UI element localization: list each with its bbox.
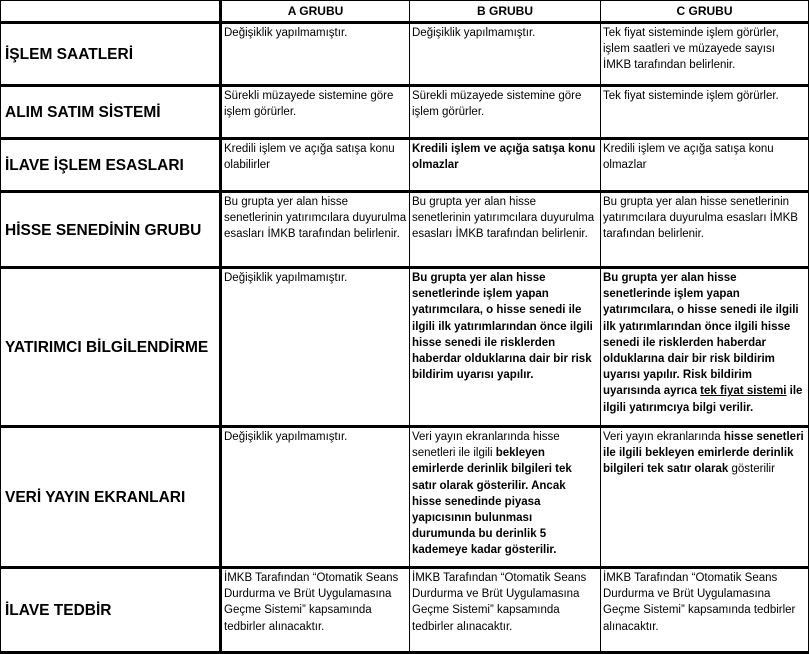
row-label: ALIM SATIM SİSTEMİ: [1, 86, 221, 139]
cell-c: [601, 268, 809, 427]
row-label: VERİ YAYIN EKRANLARI: [1, 427, 221, 568]
table-row-alim-satim-sistemi: [1, 86, 809, 139]
cell-a: Değişiklik yapılmamıştır.: [221, 23, 410, 86]
header-c-grubu: C GRUBU: [601, 1, 809, 23]
cell-c-text-2: gösterilir: [728, 463, 775, 476]
row-label: HİSSE SENEDİNİN GRUBU: [1, 192, 221, 268]
cell-a: İMKB Tarafından “Otomatik Seans Durdurma ve Brüt Uygulamasına Geçme Sistemi” kapsamında tedbirler alınacaktır.: [221, 568, 410, 653]
cell-c: İMKB Tarafından “Otomatik Seans Durdurma ve Brüt Uygulamasına Geçme Sistemi” kapsamında tedbirler alınacaktır.: [601, 568, 809, 653]
cell-c-text-2: ile ilgili yatırımcıya bilgi verilir.: [603, 385, 803, 414]
table-row-ilave-tedbir: [1, 568, 809, 653]
cell-b-bold-text: bekleyen emirlerde derinlik bilgileri tek satır olarak gösterilir. Ancak hisse senedinde piyasa yapıcısının bulunması durumunda bu derinlik 5 kademeye kadar gösterilir.: [412, 447, 572, 557]
row-label: YATIRIMCI BİLGİLENDİRME: [1, 268, 221, 427]
cell-a: Değişiklik yapılmamıştır.: [221, 427, 410, 568]
cell-c: [601, 427, 809, 568]
cell-c: Kredili işlem ve açığa satışa konu olmazlar: [601, 139, 809, 192]
cell-a: Sürekli müzayede sistemine göre işlem görürler.: [221, 86, 410, 139]
table-row-ilave-islem-esaslari: [1, 139, 809, 192]
table-row-hisse-senedinin-grubu: [1, 192, 809, 268]
header-corner: [1, 1, 221, 23]
cell-b-text-1: Veri yayın ekranlarında hisse senetleri ile ilgili: [412, 431, 560, 460]
cell-c-underlined-text: tek fiyat sistemi: [700, 385, 787, 398]
cell-b: Sürekli müzayede sistemine göre işlem görürler.: [410, 86, 601, 139]
header-row: [1, 1, 809, 23]
row-label: İLAVE İŞLEM ESASLARI: [1, 139, 221, 192]
cell-b: Bu grupta yer alan hisse senetlerinde işlem yapan yatırımcılara, o hisse senedi ile ilgili ilk yatırımlarından önce ilgili hisse senedi ile risklerden haberdar olduklarına dair bir risk bildirim uyarısı yapılır.: [410, 268, 601, 427]
row-label: İŞLEM SAATLERİ: [1, 23, 221, 86]
cell-a: Kredili işlem ve açığa satışa konu olabilirler: [221, 139, 410, 192]
cell-c-bold-text: hisse senetleri ile ilgili bekleyen emirlerde derinlik bilgileri tek satır olarak: [603, 431, 804, 476]
cell-b: İMKB Tarafından “Otomatik Seans Durdurma ve Brüt Uygulamasına Geçme Sistemi” kapsamında tedbirler alınacaktır.: [410, 568, 601, 653]
cell-c: Tek fiyat sisteminde işlem görürler, işlem saatleri ve müzayede sayısı İMKB tarafından belirlenir.: [601, 23, 809, 86]
cell-b: Değişiklik yapılmamıştır.: [410, 23, 601, 86]
cell-a: Değişiklik yapılmamıştır.: [221, 268, 410, 427]
cell-c-text-1: Veri yayın ekranlarında: [603, 431, 724, 443]
header-b-grubu: B GRUBU: [410, 1, 601, 23]
cell-c: Tek fiyat sisteminde işlem görürler.: [601, 86, 809, 139]
cell-c: Bu grupta yer alan hisse senetlerinin yatırımcılara duyurulma esasları İMKB tarafından belirlenir.: [601, 192, 809, 268]
cell-b: Bu grupta yer alan hisse senetlerinin yatırımcılara duyurulma esasları İMKB tarafından belirlenir.: [410, 192, 601, 268]
row-label: İLAVE TEDBİR: [1, 568, 221, 653]
table-row-yatirimci-bilgilendirme: [1, 268, 809, 427]
header-a-grubu: A GRUBU: [221, 1, 410, 23]
cell-c-text-1: Bu grupta yer alan hisse senetlerinde işlem yapan yatırımcılara, o hisse senedi ile ilgili ilk yatırımlarından önce ilgili hisse senedi ile risklerden haberdar olduklarına dair bir risk bildirim uyarısı yapılır. Risk bildirim uyarısında ayrıca: [603, 272, 799, 398]
table-row-veri-yayin-ekranlari: [1, 427, 809, 568]
cell-b: [410, 427, 601, 568]
table-row-islem-saatleri: [1, 23, 809, 86]
cell-a: Bu grupta yer alan hisse senetlerinin yatırımcılara duyurulma esasları İMKB tarafından belirlenir.: [221, 192, 410, 268]
cell-b: Kredili işlem ve açığa satışa konu olmazlar: [410, 139, 601, 192]
